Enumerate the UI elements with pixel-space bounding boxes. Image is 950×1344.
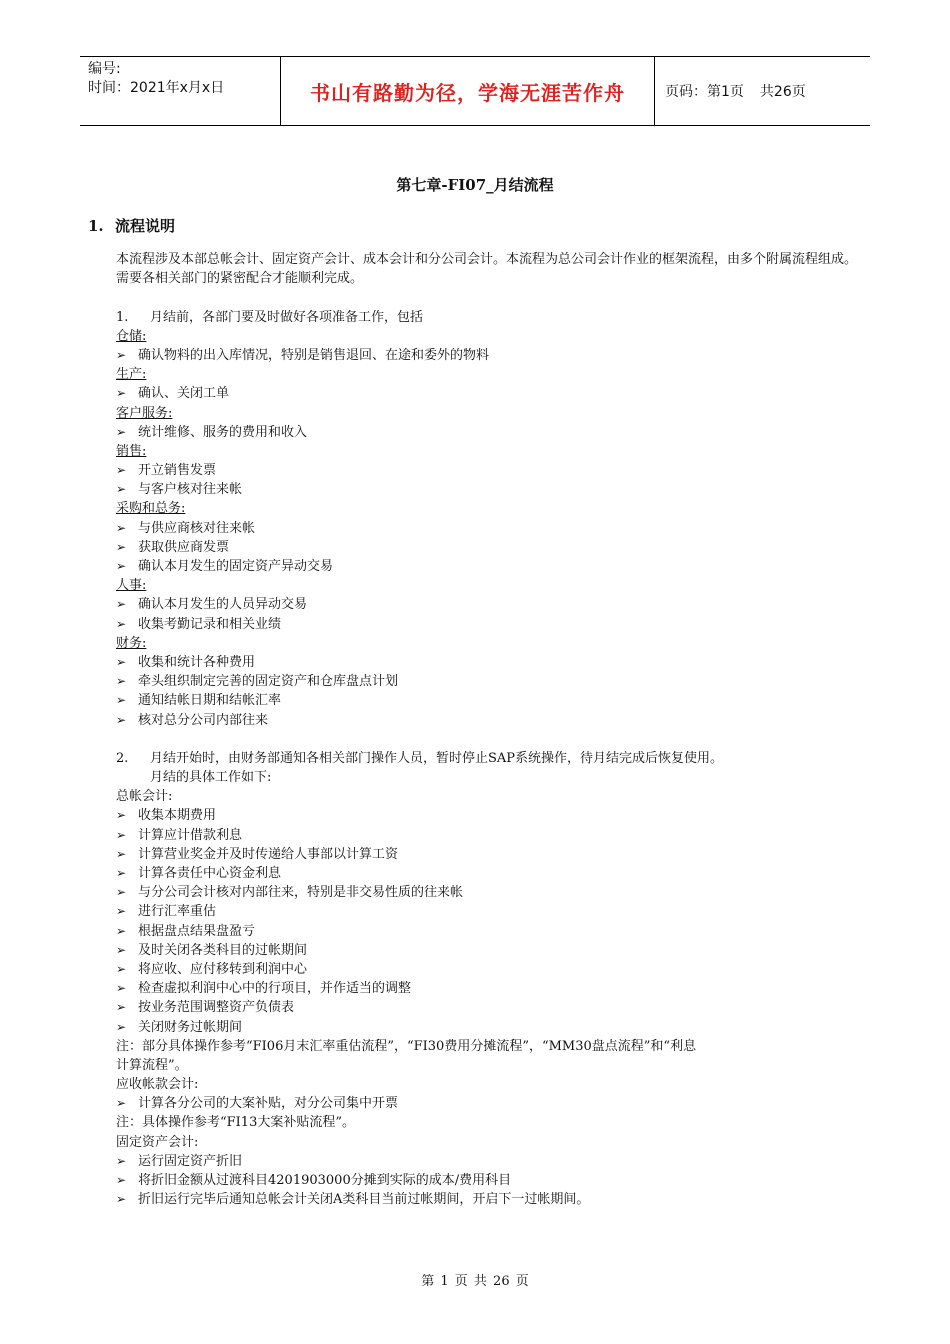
bullet-item — [116, 1171, 864, 1190]
department-heading — [116, 634, 864, 653]
bullet-item — [116, 1190, 864, 1209]
arrow-bullet-icon: ➢ — [116, 981, 127, 996]
fa-heading: 固定资产会计: — [116, 1134, 199, 1150]
bullet-text: 运行固定资产折旧 — [138, 1153, 243, 1169]
bullet-text: 与分公司会计核对内部往来，特别是非交易性质的往来帐 — [138, 885, 464, 901]
bullet-item — [116, 538, 864, 557]
bullet-item — [116, 998, 864, 1017]
ar-heading: 应收帐款会计: — [116, 1077, 199, 1093]
arrow-bullet-icon: ➢ — [116, 347, 127, 362]
department-heading — [116, 576, 864, 595]
department-heading — [116, 499, 864, 518]
section-number: 1. — [88, 217, 104, 235]
arrow-bullet-icon: ➢ — [116, 1019, 127, 1034]
bullet-text: 计算各分公司的大案补贴，对分公司集中开票 — [138, 1096, 399, 1112]
department-name: 采购和总务: — [116, 501, 186, 517]
header-page-info — [655, 57, 870, 125]
step-2 — [116, 749, 864, 768]
arrow-bullet-icon: ➢ — [116, 1153, 127, 1168]
gl-note-line-1: 注：部分具体操作参考“FI06月末汇率重估流程”，“FI30费用分摊流程”，“MM30盘点流程”和“利息 — [116, 1038, 697, 1054]
bullet-item — [116, 461, 864, 480]
arrow-bullet-icon: ➢ — [116, 482, 127, 497]
section-heading — [88, 215, 175, 236]
bullet-text: 计算应计借款利息 — [138, 827, 243, 843]
arrow-bullet-icon: ➢ — [116, 942, 127, 957]
bullet-item — [116, 711, 864, 730]
bullet-text: 确认、关闭工单 — [138, 386, 230, 402]
bullet-text: 及时关闭各类科目的过帐期间 — [138, 942, 308, 958]
department-heading — [116, 365, 864, 384]
bullet-text: 统计维修、服务的费用和收入 — [138, 424, 308, 440]
arrow-bullet-icon: ➢ — [116, 808, 127, 823]
bullet-text: 按业务范围调整资产负债表 — [138, 1000, 295, 1016]
page-header — [80, 56, 870, 126]
department-name: 销售: — [116, 443, 147, 459]
bullet-text: 根据盘点结果盘盈亏 — [138, 923, 256, 939]
arrow-bullet-icon: ➢ — [116, 539, 127, 554]
gl-task-list — [116, 806, 864, 1036]
bullet-text: 计算营业奖金并及时传递给人事部以计算工资 — [138, 846, 399, 862]
bullet-text: 关闭财务过帐期间 — [138, 1019, 243, 1035]
department-name: 人事: — [116, 578, 147, 594]
bullet-item — [116, 557, 864, 576]
department-name: 生产: — [116, 367, 147, 383]
step-2-text: 月结开始时，由财务部通知各相关部门操作人员，暂时停止SAP系统操作，待月结完成后恢复使用。 — [150, 750, 724, 766]
bullet-text: 与客户核对往来帐 — [138, 482, 243, 498]
bullet-text: 通知结帐日期和结帐汇率 — [138, 693, 282, 709]
bullet-item — [116, 615, 864, 634]
arrow-bullet-icon: ➢ — [116, 923, 127, 938]
arrow-bullet-icon: ➢ — [116, 904, 127, 919]
bullet-text: 将折旧金额从过渡科目4201903000分摊到实际的成本/费用科目 — [138, 1173, 512, 1189]
doc-number-label: 编号: — [88, 61, 121, 77]
arrow-bullet-icon: ➢ — [116, 463, 127, 478]
bullet-item — [116, 691, 864, 710]
arrow-bullet-icon: ➢ — [116, 674, 127, 689]
bullet-item — [116, 979, 864, 998]
department-heading — [116, 327, 864, 346]
bullet-item — [116, 826, 864, 845]
bullet-item — [116, 941, 864, 960]
document-body — [116, 250, 864, 1209]
department-name: 客户服务: — [116, 405, 173, 421]
bullet-text: 确认本月发生的人员异动交易 — [138, 597, 308, 613]
arrow-bullet-icon: ➢ — [116, 654, 127, 669]
step-1-number: 1. — [116, 309, 129, 325]
bullet-item — [116, 845, 864, 864]
bullet-item — [116, 883, 864, 902]
arrow-bullet-icon: ➢ — [116, 693, 127, 708]
arrow-bullet-icon: ➢ — [116, 827, 127, 842]
doc-date-label: 时间：2021年x月x日 — [88, 80, 225, 96]
bullet-text: 检查虚拟利润中心中的行项目，并作适当的调整 — [138, 981, 412, 997]
bullet-item — [116, 346, 864, 365]
arrow-bullet-icon: ➢ — [116, 597, 127, 612]
arrow-bullet-icon: ➢ — [116, 386, 127, 401]
header-page-number: 页码：第1页 — [665, 84, 744, 100]
bullet-item — [116, 960, 864, 979]
section-title: 流程说明 — [115, 217, 176, 235]
header-page-total: 共26页 — [759, 84, 806, 100]
department-checklist — [116, 327, 864, 730]
gl-note-line-2: 计算流程”。 — [116, 1057, 188, 1073]
bullet-text: 牵头组织制定完善的固定资产和仓库盘点计划 — [138, 674, 399, 690]
bullet-text: 确认物料的出入库情况，特别是销售退回、在途和委外的物料 — [138, 347, 490, 363]
bullet-item — [116, 384, 864, 403]
arrow-bullet-icon: ➢ — [116, 1096, 127, 1111]
arrow-bullet-icon: ➢ — [116, 559, 127, 574]
arrow-bullet-icon: ➢ — [116, 961, 127, 976]
arrow-bullet-icon: ➢ — [116, 520, 127, 535]
bullet-text: 开立销售发票 — [138, 463, 217, 479]
bullet-item — [116, 864, 864, 883]
bullet-item — [116, 672, 864, 691]
bullet-item — [116, 519, 864, 538]
bullet-item — [116, 1152, 864, 1171]
chapter-title: 第七章-FI07_月结流程 — [396, 176, 554, 194]
arrow-bullet-icon: ➢ — [116, 885, 127, 900]
step-2-subtitle: 月结的具体工作如下: — [150, 770, 272, 786]
bullet-item — [116, 806, 864, 825]
bullet-item — [116, 1018, 864, 1037]
bullet-text: 与供应商核对往来帐 — [138, 520, 256, 536]
bullet-text: 确认本月发生的固定资产异动交易 — [138, 559, 334, 575]
step-2-number: 2. — [116, 750, 129, 766]
step-1 — [116, 308, 864, 327]
department-heading — [116, 404, 864, 423]
department-heading — [116, 442, 864, 461]
bullet-item — [116, 1094, 864, 1113]
arrow-bullet-icon: ➢ — [116, 866, 127, 881]
intro-paragraph: 本流程涉及本部总帐会计、固定资产会计、成本会计和分公司会计。本流程为总公司会计作业的框架流程，由多个附属流程组成。需要各相关部门的紧密配合才能顺利完成。 — [116, 252, 858, 287]
arrow-bullet-icon: ➢ — [116, 1173, 127, 1188]
bullet-item — [116, 653, 864, 672]
bullet-item — [116, 595, 864, 614]
bullet-text: 收集考勤记录和相关业绩 — [138, 616, 282, 632]
bullet-text: 获取供应商发票 — [138, 539, 230, 555]
arrow-bullet-icon: ➢ — [116, 712, 127, 727]
department-name: 仓储: — [116, 328, 147, 344]
step-1-text: 月结前，各部门要及时做好各项准备工作，包括 — [150, 309, 424, 325]
bullet-text: 将应收、应付移转到利润中心 — [138, 961, 308, 977]
bullet-text: 核对总分公司内部往来 — [138, 712, 269, 728]
ar-task-list — [116, 1094, 864, 1113]
bullet-text: 折旧运行完毕后通知总帐会计关闭A类科目当前过帐期间，开启下一过帐期间。 — [138, 1192, 590, 1208]
department-name: 财务: — [116, 635, 147, 651]
arrow-bullet-icon: ➢ — [116, 1000, 127, 1015]
bullet-text: 进行汇率重估 — [138, 904, 217, 920]
gl-heading: 总帐会计: — [116, 789, 173, 805]
bullet-item — [116, 902, 864, 921]
bullet-text: 收集和统计各种费用 — [138, 654, 256, 670]
ar-note: 注：具体操作参考“FI13大案补贴流程”。 — [116, 1115, 355, 1131]
bullet-item — [116, 480, 864, 499]
bullet-item — [116, 423, 864, 442]
arrow-bullet-icon: ➢ — [116, 846, 127, 861]
bullet-item — [116, 922, 864, 941]
bullet-text: 计算各责任中心资金利息 — [138, 866, 282, 882]
arrow-bullet-icon: ➢ — [116, 1192, 127, 1207]
arrow-bullet-icon: ➢ — [116, 424, 127, 439]
fa-task-list — [116, 1152, 864, 1210]
arrow-bullet-icon: ➢ — [116, 616, 127, 631]
bullet-text: 收集本期费用 — [138, 808, 217, 824]
header-meta — [80, 57, 281, 125]
page-footer: 第 1 页 共 26 页 — [421, 1274, 529, 1289]
header-motto: 书山有路勤为径，学海无涯苦作舟 — [281, 57, 655, 125]
